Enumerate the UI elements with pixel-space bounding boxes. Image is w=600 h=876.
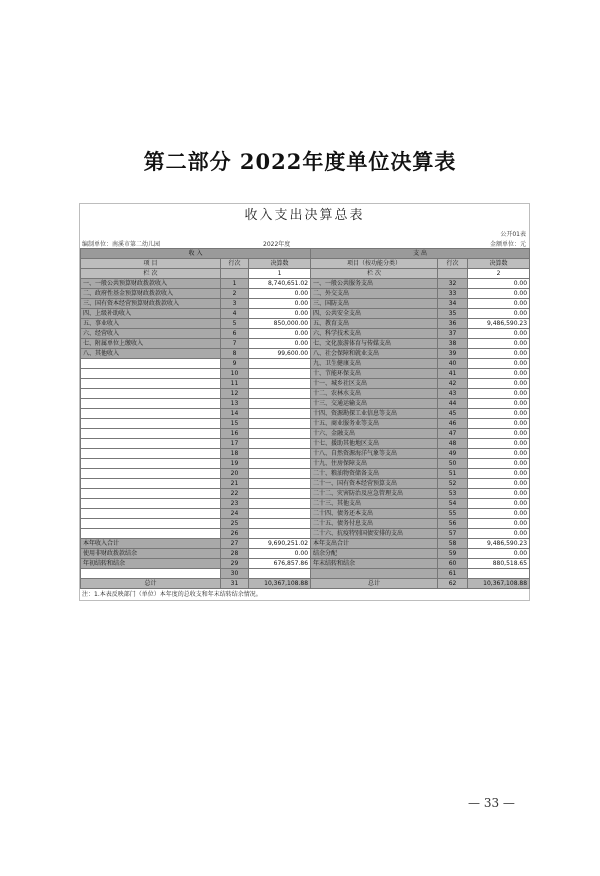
expense-amount: 0.00 xyxy=(468,449,530,459)
expense-item: 十一、城乡社区支出 xyxy=(311,379,438,389)
col-seq2: 行次 xyxy=(438,259,468,269)
expense-item: 二十五、债务付息支出 xyxy=(311,519,438,529)
expense-amount: 0.00 xyxy=(468,369,530,379)
table-row xyxy=(81,559,530,569)
expense-item xyxy=(311,569,438,579)
table-row xyxy=(81,279,530,289)
table-row xyxy=(81,309,530,319)
expense-item: 二十三、其他支出 xyxy=(311,499,438,509)
col-label2: 栏 次 xyxy=(311,269,438,279)
table-row xyxy=(81,409,530,419)
income-seq: 7 xyxy=(221,339,249,349)
income-item xyxy=(81,429,221,439)
income-amount xyxy=(249,479,311,489)
income-amount xyxy=(249,399,311,409)
income-seq: 5 xyxy=(221,319,249,329)
income-amount xyxy=(249,509,311,519)
expense-item: 二十六、抗疫特别国债安排的支出 xyxy=(311,529,438,539)
income-seq: 18 xyxy=(221,449,249,459)
income-item xyxy=(81,449,221,459)
col-item: 项 目 xyxy=(81,259,221,269)
income-item xyxy=(81,409,221,419)
expense-item: 十三、交通运输支出 xyxy=(311,399,438,409)
income-amount xyxy=(249,439,311,449)
expense-seq: 34 xyxy=(438,299,468,309)
income-amount xyxy=(249,499,311,509)
income-amount: 8,740,651.02 xyxy=(249,279,311,289)
table-row xyxy=(81,579,530,589)
expense-amount: 0.00 xyxy=(468,439,530,449)
expense-seq: 36 xyxy=(438,319,468,329)
income-seq: 3 xyxy=(221,299,249,309)
page-heading: 第二部分 2022年度单位决算表 xyxy=(143,149,457,174)
expense-amount: 0.00 xyxy=(468,419,530,429)
expense-seq: 42 xyxy=(438,379,468,389)
expense-seq: 56 xyxy=(438,519,468,529)
expense-seq: 46 xyxy=(438,419,468,429)
expense-item: 十九、住房保障支出 xyxy=(311,459,438,469)
expense-amount: 0.00 xyxy=(468,409,530,419)
page-number: — 33 — xyxy=(468,796,515,810)
expense-seq: 45 xyxy=(438,409,468,419)
income-amount xyxy=(249,379,311,389)
income-seq: 15 xyxy=(221,419,249,429)
income-seq: 8 xyxy=(221,349,249,359)
expense-seq: 35 xyxy=(438,309,468,319)
col-item-func: 项目（按功能分类） xyxy=(311,259,438,269)
column-header-row xyxy=(81,259,530,269)
income-item: 一、一般公共预算财政拨款收入 xyxy=(81,279,221,289)
income-amount xyxy=(249,389,311,399)
expense-item: 十二、农林水支出 xyxy=(311,389,438,399)
expense-amount: 0.00 xyxy=(468,389,530,399)
table-row xyxy=(81,399,530,409)
income-item: 五、事业收入 xyxy=(81,319,221,329)
expense-item: 二、外交支出 xyxy=(311,289,438,299)
col-amount2: 决算数 xyxy=(468,259,530,269)
expense-amount: 10,367,108.88 xyxy=(468,579,530,589)
expense-seq: 49 xyxy=(438,449,468,459)
income-amount: 9,690,251.02 xyxy=(249,539,311,549)
table-row xyxy=(81,379,530,389)
income-amount: 0.00 xyxy=(249,309,311,319)
expense-item: 四、公共安全支出 xyxy=(311,309,438,319)
col-label: 栏 次 xyxy=(81,269,221,279)
income-amount: 10,367,108.88 xyxy=(249,579,311,589)
expense-seq: 57 xyxy=(438,529,468,539)
unit-label: 编制单位：南溪市第二幼儿园 xyxy=(82,241,161,248)
expense-item: 十八、自然资源海洋气象等支出 xyxy=(311,449,438,459)
currency-label: 金额单位：元 xyxy=(489,241,526,248)
income-seq: 17 xyxy=(221,439,249,449)
income-seq: 12 xyxy=(221,389,249,399)
expense-item: 十六、金融支出 xyxy=(311,429,438,439)
income-amount xyxy=(249,449,311,459)
table-row xyxy=(81,439,530,449)
income-seq: 31 xyxy=(221,579,249,589)
income-amount xyxy=(249,409,311,419)
table-row xyxy=(81,449,530,459)
income-amount: 0.00 xyxy=(249,329,311,339)
expense-seq: 48 xyxy=(438,439,468,449)
expense-item: 本年支出合计 xyxy=(311,539,438,549)
table-row xyxy=(81,369,530,379)
income-seq: 21 xyxy=(221,479,249,489)
table-row xyxy=(81,429,530,439)
income-header: 收 入 xyxy=(81,249,311,259)
income-item xyxy=(81,469,221,479)
income-seq: 20 xyxy=(221,469,249,479)
form-code-row xyxy=(80,228,529,238)
income-seq: 16 xyxy=(221,429,249,439)
income-amount: 99,600.00 xyxy=(249,349,311,359)
expense-amount: 0.00 xyxy=(468,489,530,499)
expense-amount: 0.00 xyxy=(468,279,530,289)
income-seq: 29 xyxy=(221,559,249,569)
income-seq: 22 xyxy=(221,489,249,499)
income-amount: 850,000.00 xyxy=(249,319,311,329)
income-amount: 0.00 xyxy=(249,549,311,559)
expense-amount: 0.00 xyxy=(468,459,530,469)
expense-amount xyxy=(468,569,530,579)
expense-amount: 0.00 xyxy=(468,429,530,439)
meta-row xyxy=(80,238,529,248)
expense-seq: 60 xyxy=(438,559,468,569)
expense-seq: 41 xyxy=(438,369,468,379)
income-amount xyxy=(249,359,311,369)
form-code: 公开01表 xyxy=(500,231,526,238)
expense-seq: 58 xyxy=(438,539,468,549)
income-seq: 26 xyxy=(221,529,249,539)
expense-amount: 0.00 xyxy=(468,339,530,349)
income-item xyxy=(81,399,221,409)
expense-item: 十、节能环保支出 xyxy=(311,369,438,379)
income-item xyxy=(81,499,221,509)
summary-table xyxy=(80,248,530,589)
expense-seq: 37 xyxy=(438,329,468,339)
table-row xyxy=(81,479,530,489)
table-row xyxy=(81,469,530,479)
section-header-row xyxy=(81,249,530,259)
expense-item: 总计 xyxy=(311,579,438,589)
table-row xyxy=(81,339,530,349)
income-item xyxy=(81,359,221,369)
income-seq: 4 xyxy=(221,309,249,319)
income-amount: 0.00 xyxy=(249,289,311,299)
income-item: 七、附属单位上缴收入 xyxy=(81,339,221,349)
column-number-row xyxy=(81,269,530,279)
expense-item: 十七、援助其他地区支出 xyxy=(311,439,438,449)
expense-seq: 62 xyxy=(438,579,468,589)
table-row xyxy=(81,549,530,559)
col-no2: 2 xyxy=(468,269,530,279)
expense-seq: 61 xyxy=(438,569,468,579)
income-expense-sheet xyxy=(79,203,530,601)
income-seq: 30 xyxy=(221,569,249,579)
expense-seq: 32 xyxy=(438,279,468,289)
expense-seq: 55 xyxy=(438,509,468,519)
expense-amount: 0.00 xyxy=(468,299,530,309)
expense-header: 支 出 xyxy=(311,249,530,259)
expense-item: 八、社会保障和就业支出 xyxy=(311,349,438,359)
income-seq: 14 xyxy=(221,409,249,419)
income-item xyxy=(81,479,221,489)
income-amount xyxy=(249,529,311,539)
expense-item: 七、文化旅游体育与传媒支出 xyxy=(311,339,438,349)
income-item xyxy=(81,439,221,449)
expense-amount: 0.00 xyxy=(468,379,530,389)
income-item xyxy=(81,489,221,499)
table-row xyxy=(81,459,530,469)
expense-seq: 44 xyxy=(438,399,468,409)
income-seq: 25 xyxy=(221,519,249,529)
expense-item: 二十四、债务还本支出 xyxy=(311,509,438,519)
income-seq: 2 xyxy=(221,289,249,299)
expense-seq: 53 xyxy=(438,489,468,499)
income-amount xyxy=(249,519,311,529)
table-row xyxy=(81,539,530,549)
table-row xyxy=(81,389,530,399)
expense-amount: 9,486,590.23 xyxy=(468,539,530,549)
expense-amount: 0.00 xyxy=(468,399,530,409)
table-row xyxy=(81,519,530,529)
expense-amount: 0.00 xyxy=(468,479,530,489)
expense-amount: 0.00 xyxy=(468,469,530,479)
income-seq: 9 xyxy=(221,359,249,369)
expense-amount: 0.00 xyxy=(468,549,530,559)
income-amount xyxy=(249,459,311,469)
table-row xyxy=(81,359,530,369)
income-item xyxy=(81,419,221,429)
table-row xyxy=(81,499,530,509)
income-seq: 19 xyxy=(221,459,249,469)
expense-seq: 59 xyxy=(438,549,468,559)
expense-item: 六、科学技术支出 xyxy=(311,329,438,339)
table-row xyxy=(81,349,530,359)
income-item: 八、其他收入 xyxy=(81,349,221,359)
expense-seq: 38 xyxy=(438,339,468,349)
expense-item: 三、国防支出 xyxy=(311,299,438,309)
expense-seq: 47 xyxy=(438,429,468,439)
expense-amount: 0.00 xyxy=(468,349,530,359)
expense-amount: 0.00 xyxy=(468,329,530,339)
income-item: 年初结转和结余 xyxy=(81,559,221,569)
income-item xyxy=(81,519,221,529)
income-seq: 11 xyxy=(221,379,249,389)
expense-seq: 51 xyxy=(438,469,468,479)
income-amount xyxy=(249,569,311,579)
income-item xyxy=(81,379,221,389)
income-seq: 13 xyxy=(221,399,249,409)
income-item xyxy=(81,459,221,469)
col-blank-a xyxy=(221,269,249,279)
table-row xyxy=(81,509,530,519)
expense-item: 十四、资源勘探工业信息等支出 xyxy=(311,409,438,419)
expense-seq: 43 xyxy=(438,389,468,399)
table-row xyxy=(81,319,530,329)
col-no1: 1 xyxy=(249,269,311,279)
income-seq: 27 xyxy=(221,539,249,549)
income-item: 本年收入合计 xyxy=(81,539,221,549)
table-row xyxy=(81,489,530,499)
income-amount xyxy=(249,429,311,439)
income-amount: 0.00 xyxy=(249,299,311,309)
expense-item: 年末结转和结余 xyxy=(311,559,438,569)
income-seq: 10 xyxy=(221,369,249,379)
expense-amount: 0.00 xyxy=(468,309,530,319)
income-item: 六、经营收入 xyxy=(81,329,221,339)
expense-item: 五、教育支出 xyxy=(311,319,438,329)
income-item: 四、上级补助收入 xyxy=(81,309,221,319)
income-item xyxy=(81,389,221,399)
expense-item: 九、卫生健康支出 xyxy=(311,359,438,369)
expense-amount: 0.00 xyxy=(468,359,530,369)
expense-amount: 0.00 xyxy=(468,509,530,519)
expense-item: 二十、粮油物资储备支出 xyxy=(311,469,438,479)
income-amount xyxy=(249,419,311,429)
expense-amount: 0.00 xyxy=(468,289,530,299)
expense-amount: 880,518.65 xyxy=(468,559,530,569)
income-item xyxy=(81,509,221,519)
income-item xyxy=(81,369,221,379)
sheet-title: 收入支出决算总表 xyxy=(244,208,365,223)
table-row xyxy=(81,299,530,309)
expense-item: 十五、商业服务业等支出 xyxy=(311,419,438,429)
expense-seq: 33 xyxy=(438,289,468,299)
expense-amount: 0.00 xyxy=(468,529,530,539)
income-seq: 1 xyxy=(221,279,249,289)
income-amount xyxy=(249,369,311,379)
income-amount xyxy=(249,469,311,479)
income-item xyxy=(81,529,221,539)
expense-seq: 50 xyxy=(438,459,468,469)
expense-seq: 52 xyxy=(438,479,468,489)
expense-seq: 39 xyxy=(438,349,468,359)
expense-amount: 9,486,590.23 xyxy=(468,319,530,329)
expense-item: 结余分配 xyxy=(311,549,438,559)
income-seq: 23 xyxy=(221,499,249,509)
col-blank-b xyxy=(438,269,468,279)
income-item: 使用非财政拨款结余 xyxy=(81,549,221,559)
income-amount xyxy=(249,489,311,499)
income-seq: 28 xyxy=(221,549,249,559)
table-row xyxy=(81,329,530,339)
col-amount: 决算数 xyxy=(249,259,311,269)
income-item xyxy=(81,569,221,579)
income-item: 总计 xyxy=(81,579,221,589)
table-row xyxy=(81,289,530,299)
expense-item: 一、一般公共服务支出 xyxy=(311,279,438,289)
col-seq: 行次 xyxy=(221,259,249,269)
table-note: 注：1.本表反映部门（单位）本年度的总收支和年末结转结余情况。 xyxy=(82,591,262,598)
expense-amount: 0.00 xyxy=(468,499,530,509)
expense-seq: 54 xyxy=(438,499,468,509)
table-row xyxy=(81,569,530,579)
income-amount: 676,857.86 xyxy=(249,559,311,569)
expense-item: 二十一、国有资本经营预算支出 xyxy=(311,479,438,489)
expense-amount: 0.00 xyxy=(468,519,530,529)
expense-seq: 40 xyxy=(438,359,468,369)
income-seq: 24 xyxy=(221,509,249,519)
table-row xyxy=(81,419,530,429)
expense-item: 二十二、灾害防治及应急管理支出 xyxy=(311,489,438,499)
income-item: 二、政府性基金预算财政拨款收入 xyxy=(81,289,221,299)
table-row xyxy=(81,529,530,539)
year-label: 2022年度 xyxy=(263,241,291,248)
income-item: 三、国有资本经营预算财政拨款收入 xyxy=(81,299,221,309)
income-seq: 6 xyxy=(221,329,249,339)
income-amount: 0.00 xyxy=(249,339,311,349)
